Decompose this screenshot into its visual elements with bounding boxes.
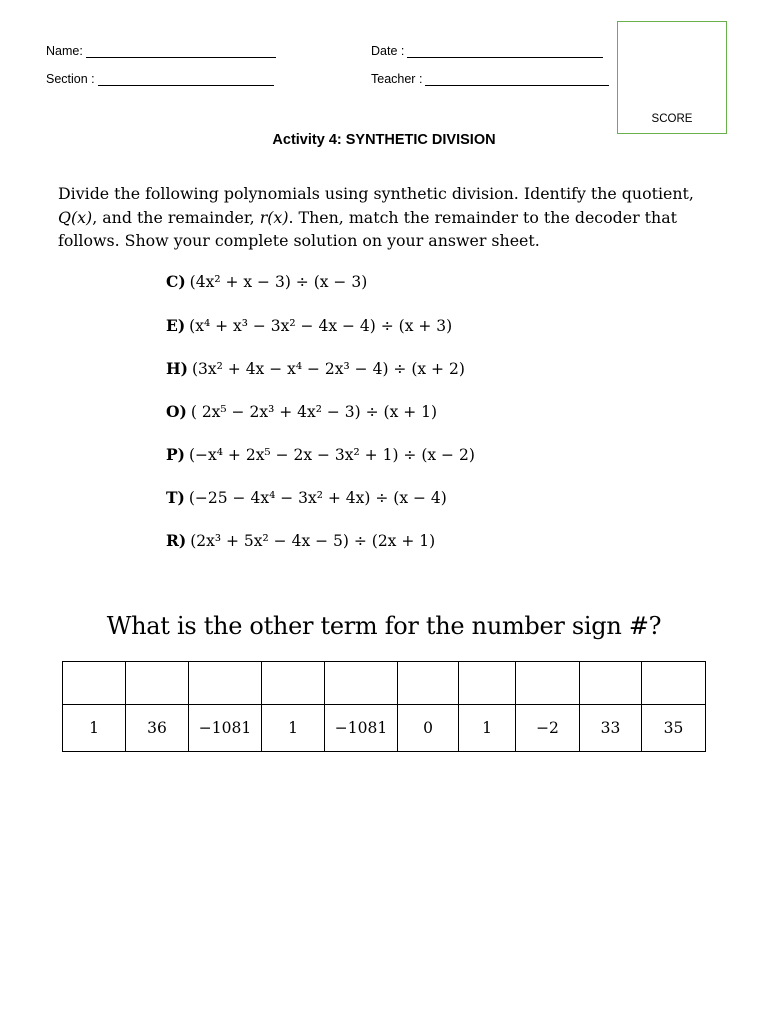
decoder-answer-cell[interactable] — [189, 662, 262, 705]
problem-o — [166, 402, 437, 421]
problem-label: T) — [166, 488, 185, 507]
decoder-answer-cell[interactable] — [459, 662, 516, 705]
decoder-value-cell: 36 — [126, 705, 189, 752]
problem-expression: (−x⁴ + 2x⁵ − 2x − 3x² + 1) ÷ (x − 2) — [189, 446, 475, 464]
decoder-value-cell: 33 — [580, 705, 642, 752]
problem-c — [166, 272, 367, 291]
problem-h — [166, 359, 465, 378]
date-label: Date : — [371, 44, 405, 58]
name-blank-line[interactable] — [86, 45, 276, 58]
decoder-answer-cell[interactable] — [580, 662, 642, 705]
section-blank-line[interactable] — [98, 73, 274, 86]
instructions-line-3: follows. Show your complete solution on your answer sheet. — [58, 231, 540, 250]
teacher-label: Teacher : — [371, 72, 423, 86]
problem-expression: (4x² + x − 3) ÷ (x − 3) — [189, 273, 368, 291]
instructions-line-2 — [58, 206, 728, 230]
decoder-value-cell: 1 — [63, 705, 126, 752]
quotient-symbol: Q(x) — [58, 207, 93, 227]
section-label: Section : — [46, 72, 95, 86]
decoder-answer-cell[interactable] — [325, 662, 398, 705]
date-blank-line[interactable] — [407, 45, 603, 58]
decoder-table — [62, 661, 706, 752]
problem-t — [166, 488, 447, 507]
problem-expression: (3x² + 4x − x⁴ − 2x³ − 4) ÷ (x + 2) — [191, 360, 465, 378]
decoder-answer-cell[interactable] — [126, 662, 189, 705]
decoder-answer-cell[interactable] — [398, 662, 459, 705]
decoder-answer-cell[interactable] — [63, 662, 126, 705]
decoder-question: What is the other term for the number sign #? — [106, 612, 662, 640]
instructions-line-2-end: . Then, match the remainder to the decoder that — [288, 207, 677, 227]
problem-label: C) — [166, 272, 186, 291]
name-label: Name: — [46, 44, 83, 58]
decoder-answer-cell[interactable] — [642, 662, 706, 705]
instructions-line-1: Divide the following polynomials using synthetic division. Identify the quotient, — [58, 184, 694, 203]
instructions-line-2-mid: , and the remainder, — [92, 207, 260, 227]
problem-expression: ( 2x⁵ − 2x³ + 4x² − 3) ÷ (x + 1) — [190, 403, 438, 421]
problem-label: H) — [166, 359, 188, 378]
teacher-field[interactable] — [371, 72, 609, 86]
decoder-value-cell: 35 — [642, 705, 706, 752]
teacher-blank-line[interactable] — [425, 73, 609, 86]
activity-title: Activity 4: SYNTHETIC DIVISION — [272, 132, 496, 148]
decoder-value-cell: −1081 — [325, 705, 398, 752]
name-field[interactable] — [46, 44, 276, 58]
problem-r — [166, 531, 435, 550]
decoder-value-cell: 1 — [262, 705, 325, 752]
date-field[interactable] — [371, 44, 603, 58]
decoder-value-cell: 1 — [459, 705, 516, 752]
decoder-answer-cell[interactable] — [262, 662, 325, 705]
decoder-answer-row — [63, 662, 706, 705]
problem-label: P) — [166, 445, 185, 464]
instructions — [58, 182, 728, 253]
problem-p — [166, 445, 475, 464]
decoder-value-cell: −1081 — [189, 705, 262, 752]
decoder-value-cell: −2 — [516, 705, 580, 752]
problem-label: R) — [166, 531, 187, 550]
section-field[interactable] — [46, 72, 274, 86]
score-label: SCORE — [651, 113, 693, 125]
problem-expression: (x⁴ + x³ − 3x² − 4x − 4) ÷ (x + 3) — [189, 317, 453, 335]
problem-expression: (2x³ + 5x² − 4x − 5) ÷ (2x + 1) — [190, 532, 436, 550]
problem-label: O) — [166, 402, 187, 421]
problem-label: E) — [166, 316, 186, 335]
decoder-value-cell: 0 — [398, 705, 459, 752]
remainder-symbol: r(x) — [259, 207, 289, 227]
problem-expression: (−25 − 4x⁴ − 3x² + 4x) ÷ (x − 4) — [188, 489, 447, 507]
problem-e — [166, 316, 452, 335]
score-box[interactable] — [617, 21, 727, 134]
decoder-answer-cell[interactable] — [516, 662, 580, 705]
decoder-value-row — [63, 705, 706, 752]
